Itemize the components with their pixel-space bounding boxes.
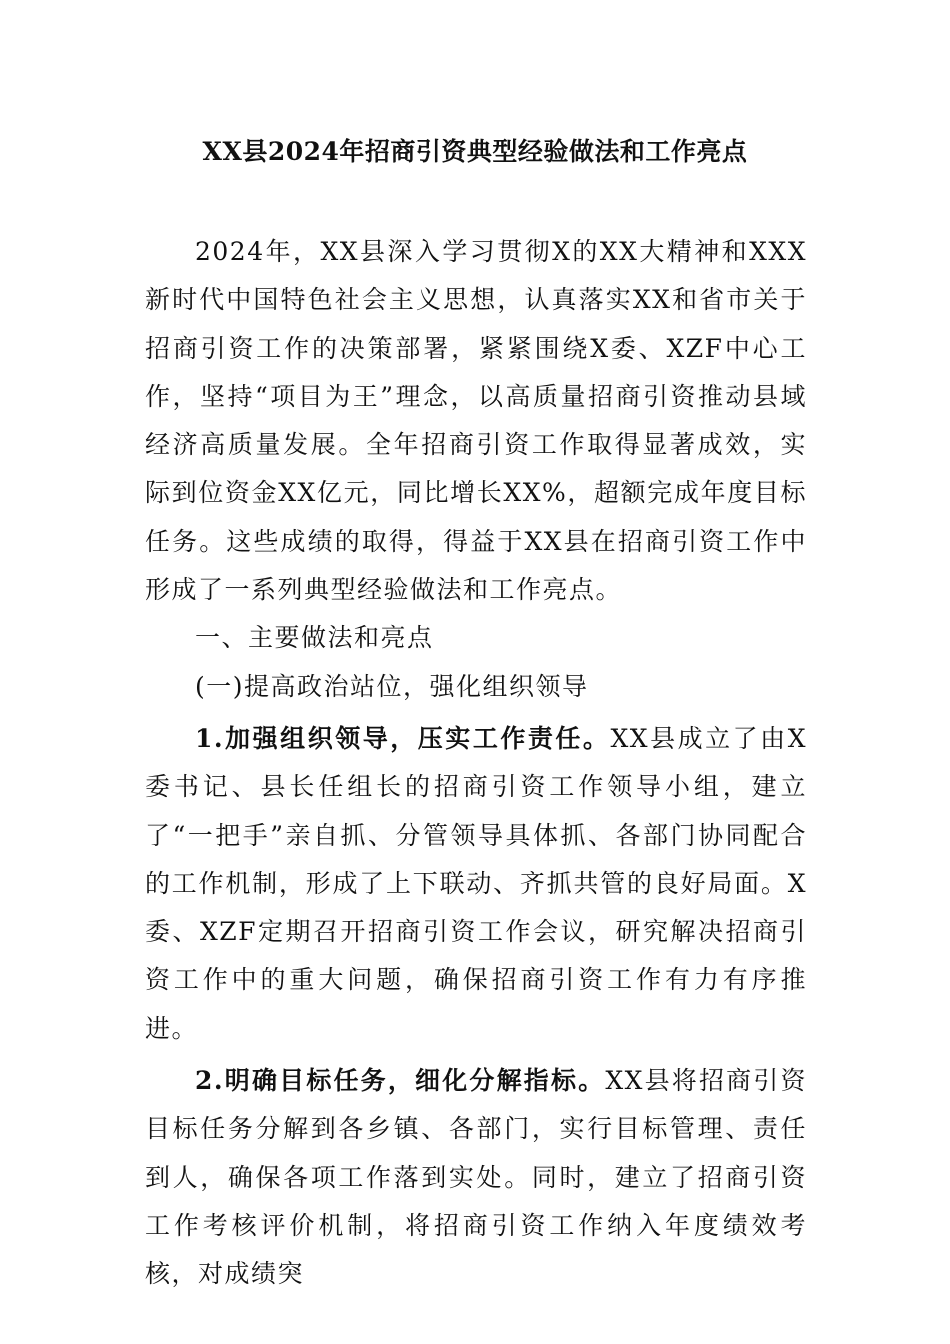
- item-paragraph-2: [145, 1057, 807, 1298]
- item-paragraph-1: [145, 715, 807, 1053]
- item-text-1: XX县成立了由X委书记、县长任组长的招商引资工作领导小组，建立了“一把手”亲自抓、分管领导具体抓、各部门协同配合的工作机制，形成了上下联动、齐抓共管的良好局面。X委、XZF定期召开招商引资工作会议，研究解决招商引资工作中的重大问题，确保招商引资工作有力有序推进。: [145, 723, 807, 1043]
- section-heading: 一、主要做法和亮点: [195, 623, 434, 653]
- document-body: [145, 228, 807, 1299]
- item-text-2: XX县将招商引资目标任务分解到各乡镇、各部门，实行目标管理、责任到人，确保各项工作落到实处。同时，建立了招商引资工作考核评价机制，将招商引资工作纳入年度绩效考核，对成绩突: [145, 1066, 807, 1289]
- intro-paragraph: 2024年，XX县深入学习贯彻X的XX大精神和XXX新时代中国特色社会主义思想，认真落实XX和省市关于招商引资工作的决策部署，紧紧围绕X委、XZF中心工作，坚持“项目为王”理念，以高质量招商引资推动县域经济高质量发展。全年招商引资工作取得显著成效，实际到位资金XX亿元，同比增长XX%，超额完成年度目标任务。这些成绩的取得，得益于XX县在招商引资工作中形成了一系列典型经验做法和工作亮点。: [145, 237, 807, 605]
- item-lead-2: 2.明确目标任务，细化分解指标。: [195, 1066, 606, 1096]
- item-lead-1: 1.加强组织领导，压实工作责任。: [195, 723, 611, 753]
- subsection-heading: (一)提高政治站位，强化组织领导: [195, 671, 589, 701]
- document-title: XX县2024年招商引资典型经验做法和工作亮点: [202, 137, 748, 166]
